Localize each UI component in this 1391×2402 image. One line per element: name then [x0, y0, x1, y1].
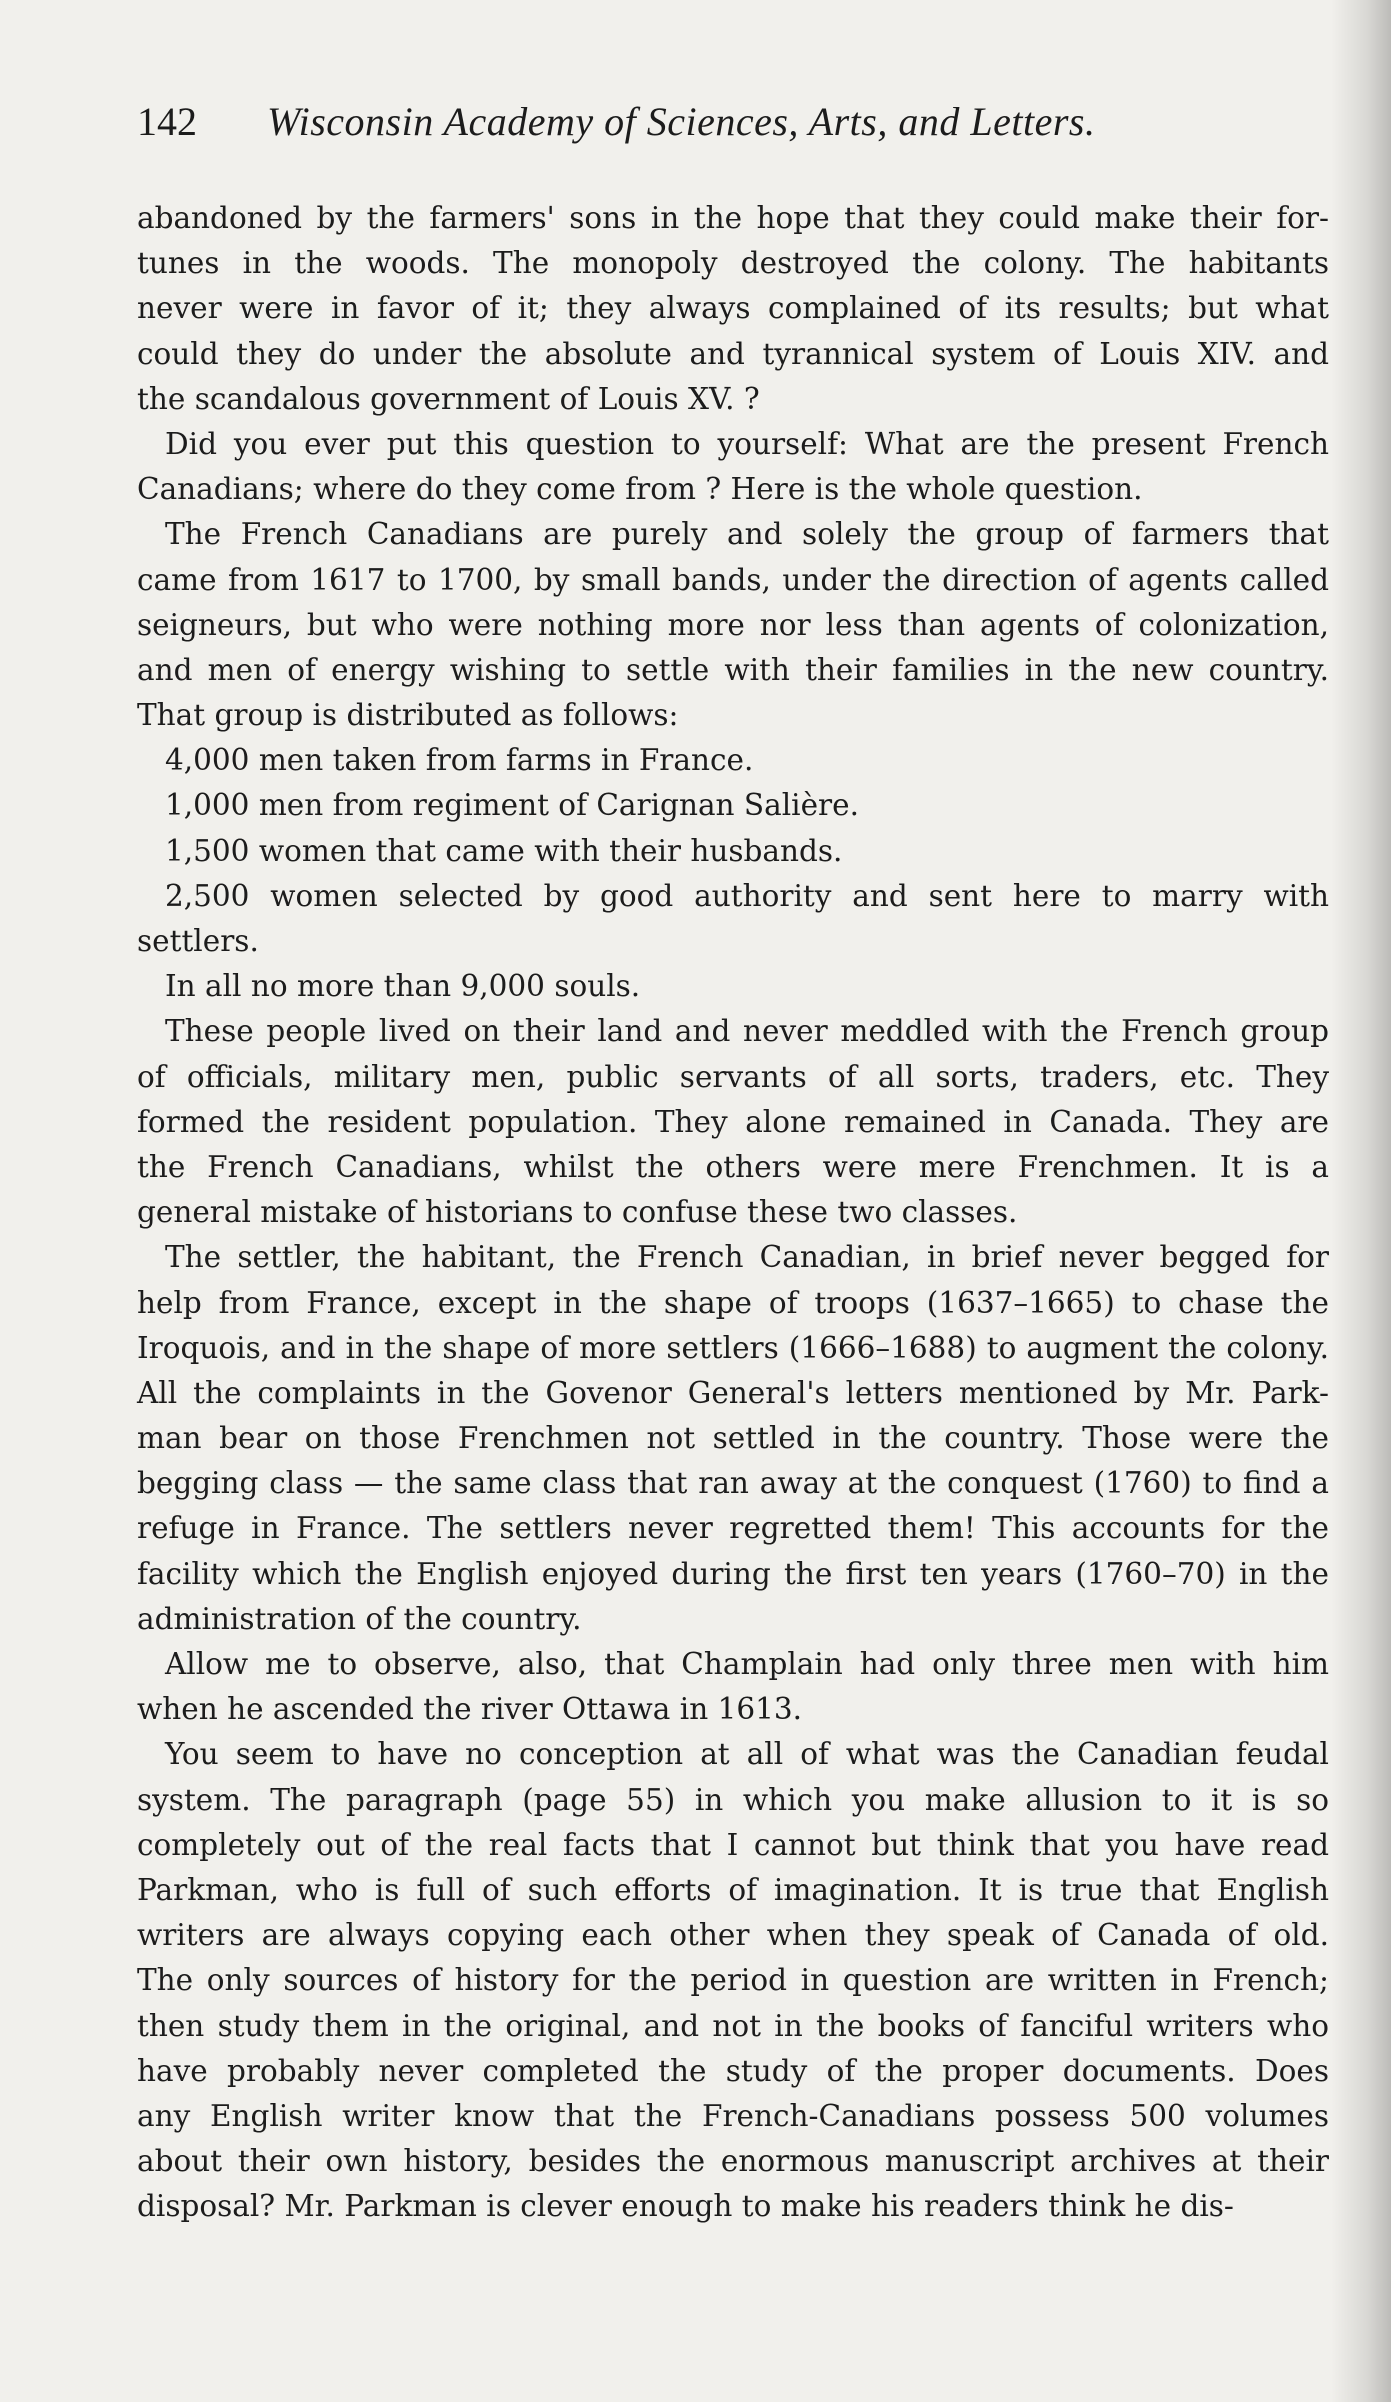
- para-1500-women: [137, 829, 1329, 874]
- text-line: man bear on those Frenchmen not settled in the country. Those were the: [137, 1421, 1329, 1456]
- para-in-all: [137, 964, 1329, 1009]
- text-line: You seem to have no conception at all of what was the Canadian feudal: [165, 1737, 1329, 1772]
- para-allow-me: [137, 1642, 1329, 1732]
- text-line: and men of energy wishing to settle with their families in the new country.: [137, 652, 1329, 687]
- text-line: then study them in the original, and not in the books of fanciful writers who: [137, 2008, 1329, 2043]
- text-line: settlers.: [137, 924, 259, 958]
- text-line: when he ascended the river Ottawa in 1613.: [137, 1692, 803, 1727]
- running-title: Wisconsin Academy of Sciences, Arts, and Letters.: [267, 99, 1096, 144]
- running-header: [137, 92, 1317, 162]
- text-line: writers are always copying each other when they speak of Canada of old.: [137, 1918, 1329, 1953]
- text-line: In all no more than 9,000 souls.: [165, 969, 641, 1004]
- text-line: general mistake of historians to confuse these two classes.: [137, 1195, 1018, 1230]
- text-line: formed the resident population. They alone remained in Canada. They are: [137, 1104, 1329, 1139]
- para-abandoned: [137, 196, 1329, 422]
- text-line: The only sources of history for the period in question are written in French;: [137, 1963, 1329, 1998]
- para-you-seem: [137, 1732, 1329, 2229]
- text-line: refuge in France. The settlers never regretted them! This accounts for the: [137, 1511, 1329, 1546]
- page-gutter-shadow: [1331, 0, 1391, 2402]
- para-1000-men: [137, 783, 1329, 828]
- text-line: These people lived on their land and never meddled with the French group: [165, 1014, 1329, 1049]
- para-french-canadians: [137, 512, 1329, 738]
- text-line: the French Canadians, whilst the others were mere Frenchmen. It is a: [137, 1149, 1329, 1184]
- text-line: abandoned by the farmers' sons in the hope that they could make their for-: [137, 201, 1329, 235]
- text-line: Parkman, who is full of such efforts of imagination. It is true that English: [137, 1872, 1329, 1907]
- text-line: Allow me to observe, also, that Champlain had only three men with him: [165, 1647, 1329, 1681]
- text-line: any English writer know that the French-Canadians possess 500 volumes: [137, 2098, 1329, 2133]
- text-line: tunes in the woods. The monopoly destroyed the colony. The habitants: [137, 246, 1329, 281]
- text-line: begging class — the same class that ran away at the conquest (1760) to find a: [137, 1466, 1329, 1501]
- page-number: 142: [137, 99, 197, 144]
- text-line: could they do under the absolute and tyrannical system of Louis XIV. and: [137, 336, 1329, 371]
- text-line: system. The paragraph (page 55) in which you make allusion to it is so: [137, 1782, 1329, 1817]
- text-line: Canadians; where do they come from ? Here is the whole question.: [137, 472, 1143, 507]
- text-line: facility which the English enjoyed during the first ten years (1760–70) in the: [137, 1556, 1329, 1591]
- text-line: All the complaints in the Govenor General's letters mentioned by Mr. Park-: [137, 1375, 1329, 1410]
- text-line: came from 1617 to 1700, by small bands, under the direction of agents called: [137, 562, 1329, 597]
- text-line: seigneurs, but who were nothing more nor less than agents of colonization,: [137, 607, 1329, 642]
- text-line: disposal? Mr. Parkman is clever enough to make his readers think he dis-: [137, 2189, 1234, 2224]
- text-line: never were in favor of it; they always complained of its results; but what: [137, 291, 1329, 326]
- para-4000-men: [137, 738, 1329, 783]
- para-the-settler: [137, 1235, 1329, 1642]
- para-these-people: [137, 1009, 1329, 1235]
- text-line: Iroquois, and in the shape of more settlers (1666–1688) to augment the colony.: [137, 1330, 1329, 1365]
- text-line: The settler, the habitant, the French Canadian, in brief never begged for: [165, 1240, 1329, 1275]
- text-line: That group is distributed as follows:: [137, 698, 679, 733]
- body-text: [137, 196, 1329, 2229]
- para-did-you-ever: [137, 422, 1329, 512]
- text-line: 2,500 women selected by good authority and sent here to marry with: [165, 878, 1329, 913]
- text-line: the scandalous government of Louis XV. ?: [137, 381, 760, 416]
- text-line: Did you ever put this question to yourself: What are the present French: [165, 426, 1329, 461]
- text-line: The French Canadians are purely and solely the group of farmers that: [165, 517, 1329, 552]
- text-line: 1,000 men from regiment of Carignan Salière.: [165, 788, 859, 823]
- text-line: completely out of the real facts that I cannot but think that you have read: [137, 1827, 1329, 1862]
- para-2500-women: [137, 874, 1329, 964]
- text-line: have probably never completed the study of the proper documents. Does: [137, 2053, 1329, 2088]
- text-line: 4,000 men taken from farms in France.: [165, 743, 754, 778]
- text-line: 1,500 women that came with their husbands.: [165, 833, 843, 868]
- text-line: of officials, military men, public servants of all sorts, traders, etc. They: [137, 1059, 1329, 1094]
- text-line: help from France, except in the shape of troops (1637–1665) to chase the: [137, 1285, 1329, 1320]
- text-line: about their own history, besides the enormous manuscript archives at their: [137, 2144, 1329, 2179]
- text-line: administration of the country.: [137, 1601, 582, 1636]
